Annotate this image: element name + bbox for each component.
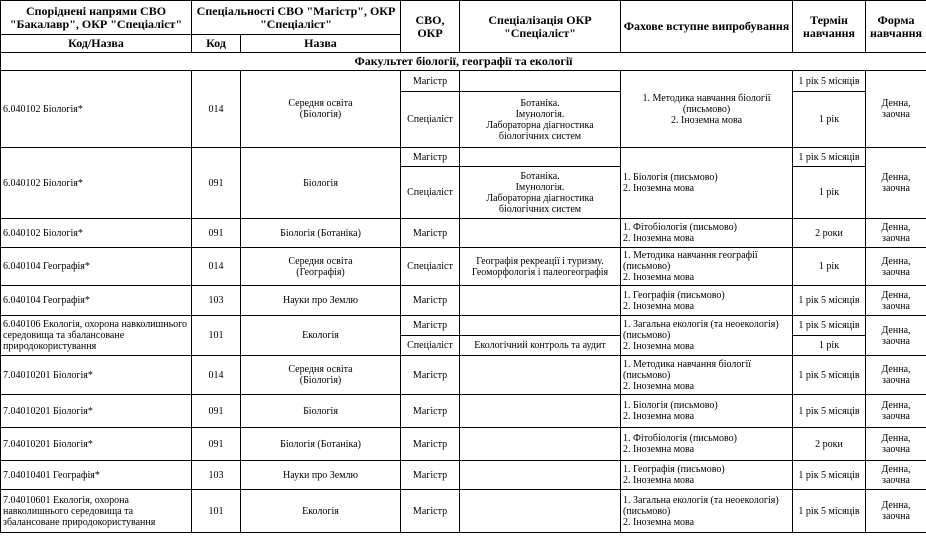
specialty-code: 014 [192, 71, 241, 148]
faculty-title: Факультет біології, географії та екології [1, 53, 926, 71]
study-term: 2 роки [793, 219, 866, 248]
svo-level: Магістр [401, 395, 460, 428]
study-term: 1 рік [793, 336, 866, 356]
specialty-code: 103 [192, 286, 241, 316]
svo-level: Магістр [401, 71, 460, 92]
table-row [1, 71, 926, 92]
svo-level: Спеціаліст [401, 167, 460, 219]
specialty-code: 103 [192, 461, 241, 490]
entrance-exam: 1. Географія (письмово) 2. Іноземна мова [621, 461, 793, 490]
svo-level: Магістр [401, 490, 460, 533]
entrance-exam: 1. Загальна екологія (та неоекологія) (письмово) 2. Іноземна мова [621, 490, 793, 533]
table-row [1, 395, 926, 428]
specialization [460, 395, 621, 428]
specialty-code: 101 [192, 316, 241, 356]
specialty-code: 091 [192, 219, 241, 248]
table-row [1, 356, 926, 395]
header-specialization: Спеціалізація ОКР "Спеціаліст" [460, 1, 621, 53]
specialization: Екологічний контроль та аудит [460, 336, 621, 356]
specialization: Ботаніка. Імунологія. Лабораторна діагностика біологічних систем [460, 167, 621, 219]
related-direction: 7.04010201 Біологія* [1, 395, 192, 428]
header-svo: СВО, ОКР [401, 1, 460, 53]
related-direction: 7.04010601 Екологія, охорона навколишнього середовища та збалансоване природокористування [1, 490, 192, 533]
header-term: Термін навчання [793, 1, 866, 53]
table-row [1, 148, 926, 167]
specialization: Ботаніка. Імунологія. Лабораторна діагностика біологічних систем [460, 92, 621, 148]
header-exams: Фахове вступне випробування [621, 1, 793, 53]
header-code: Код [192, 35, 241, 53]
study-term: 1 рік 5 місяців [793, 461, 866, 490]
svo-level: Спеціаліст [401, 336, 460, 356]
table-row [1, 428, 926, 461]
svo-level: Спеціаліст [401, 248, 460, 286]
specialization [460, 286, 621, 316]
specialization [460, 316, 621, 336]
study-form: Денна, заочна [866, 461, 926, 490]
svo-level: Магістр [401, 148, 460, 167]
specialty-name: Середня освіта (Біологія) [241, 356, 401, 395]
study-term: 1 рік 5 місяців [793, 316, 866, 336]
svo-level: Магістр [401, 316, 460, 336]
study-term: 1 рік 5 місяців [793, 148, 866, 167]
related-direction: 6.040104 Географія* [1, 286, 192, 316]
specialty-name: Середня освіта (Географія) [241, 248, 401, 286]
study-form: Денна, заочна [866, 395, 926, 428]
table-row [1, 286, 926, 316]
entrance-exam: 1. Методика навчання біології (письмово) 2. Іноземна мова [621, 71, 793, 148]
study-term: 1 рік [793, 248, 866, 286]
entrance-exam: 1. Біологія (письмово) 2. Іноземна мова [621, 148, 793, 219]
svo-level: Магістр [401, 428, 460, 461]
related-direction: 6.040104 Географія* [1, 248, 192, 286]
header-related: Споріднені напрями СВО "Бакалавр", ОКР "Спеціаліст" [1, 1, 192, 35]
study-term: 1 рік 5 місяців [793, 286, 866, 316]
related-direction: 7.04010201 Біологія* [1, 428, 192, 461]
related-direction: 6.040102 Біологія* [1, 71, 192, 148]
study-form: Денна, заочна [866, 490, 926, 533]
specialty-name: Біологія (Ботаніка) [241, 428, 401, 461]
specialty-code: 091 [192, 395, 241, 428]
specialization [460, 461, 621, 490]
specialization [460, 490, 621, 533]
study-form: Денна, заочна [866, 219, 926, 248]
specialty-code: 101 [192, 490, 241, 533]
specialization [460, 71, 621, 92]
study-term: 1 рік 5 місяців [793, 71, 866, 92]
specialty-name: Біологія [241, 148, 401, 219]
study-form: Денна, заочна [866, 148, 926, 219]
entrance-exam: 1. Фітобіологія (письмово) 2. Іноземна мова [621, 219, 793, 248]
svo-level: Магістр [401, 286, 460, 316]
entrance-exam: 1. Загальна екологія (та неоекологія) (письмово) 2. Іноземна мова [621, 316, 793, 356]
svo-level: Магістр [401, 356, 460, 395]
study-term: 1 рік 5 місяців [793, 490, 866, 533]
specialization [460, 219, 621, 248]
svo-level: Магістр [401, 219, 460, 248]
specialty-name: Науки про Землю [241, 286, 401, 316]
study-form: Денна, заочна [866, 286, 926, 316]
study-term: 1 рік [793, 92, 866, 148]
study-form: Денна, заочна [866, 248, 926, 286]
entrance-exam: 1. Методика навчання біології (письмово) 2. Іноземна мова [621, 356, 793, 395]
table-row [1, 219, 926, 248]
svo-level: Спеціаліст [401, 92, 460, 148]
study-form: Денна, заочна [866, 428, 926, 461]
specialization [460, 428, 621, 461]
study-form: Денна, заочна [866, 356, 926, 395]
specialty-name: Екологія [241, 490, 401, 533]
related-direction: 7.04010201 Біологія* [1, 356, 192, 395]
study-form: Денна, заочна [866, 71, 926, 148]
specialty-code: 091 [192, 148, 241, 219]
header-code-name: Код/Назва [1, 35, 192, 53]
specialty-code: 014 [192, 248, 241, 286]
specialization [460, 356, 621, 395]
header-name: Назва [241, 35, 401, 53]
specialty-name: Науки про Землю [241, 461, 401, 490]
header-specialties: Спеціальності СВО "Магістр", ОКР "Спеціаліст" [192, 1, 401, 35]
entrance-exam: 1. Біологія (письмово) 2. Іноземна мова [621, 395, 793, 428]
specialty-name: Біологія [241, 395, 401, 428]
entrance-exam: 1. Фітобіологія (письмово) 2. Іноземна мова [621, 428, 793, 461]
table-row [1, 316, 926, 336]
study-term: 1 рік [793, 167, 866, 219]
entrance-exam: 1. Методика навчання географії (письмово) 2. Іноземна мова [621, 248, 793, 286]
specialty-code: 091 [192, 428, 241, 461]
table-row [1, 490, 926, 533]
header-form: Форма навчання [866, 1, 926, 53]
specialization: Географія рекреації і туризму. Геоморфологія і палеогеографія [460, 248, 621, 286]
study-form: Денна, заочна [866, 316, 926, 356]
specialty-name: Біологія (Ботаніка) [241, 219, 401, 248]
related-direction: 7.04010401 Географія* [1, 461, 192, 490]
related-direction: 6.040102 Біологія* [1, 148, 192, 219]
related-direction: 6.040106 Екологія, охорона навколишнього середовища та збалансоване природокористування [1, 316, 192, 356]
specialty-code: 014 [192, 356, 241, 395]
svo-level: Магістр [401, 461, 460, 490]
specialization [460, 148, 621, 167]
specialty-name: Екологія [241, 316, 401, 356]
study-term: 2 роки [793, 428, 866, 461]
study-term: 1 рік 5 місяців [793, 356, 866, 395]
study-term: 1 рік 5 місяців [793, 395, 866, 428]
table-row [1, 461, 926, 490]
related-direction: 6.040102 Біологія* [1, 219, 192, 248]
table-row [1, 248, 926, 286]
entrance-exam: 1. Географія (письмово) 2. Іноземна мова [621, 286, 793, 316]
specialty-name: Середня освіта (Біологія) [241, 71, 401, 148]
